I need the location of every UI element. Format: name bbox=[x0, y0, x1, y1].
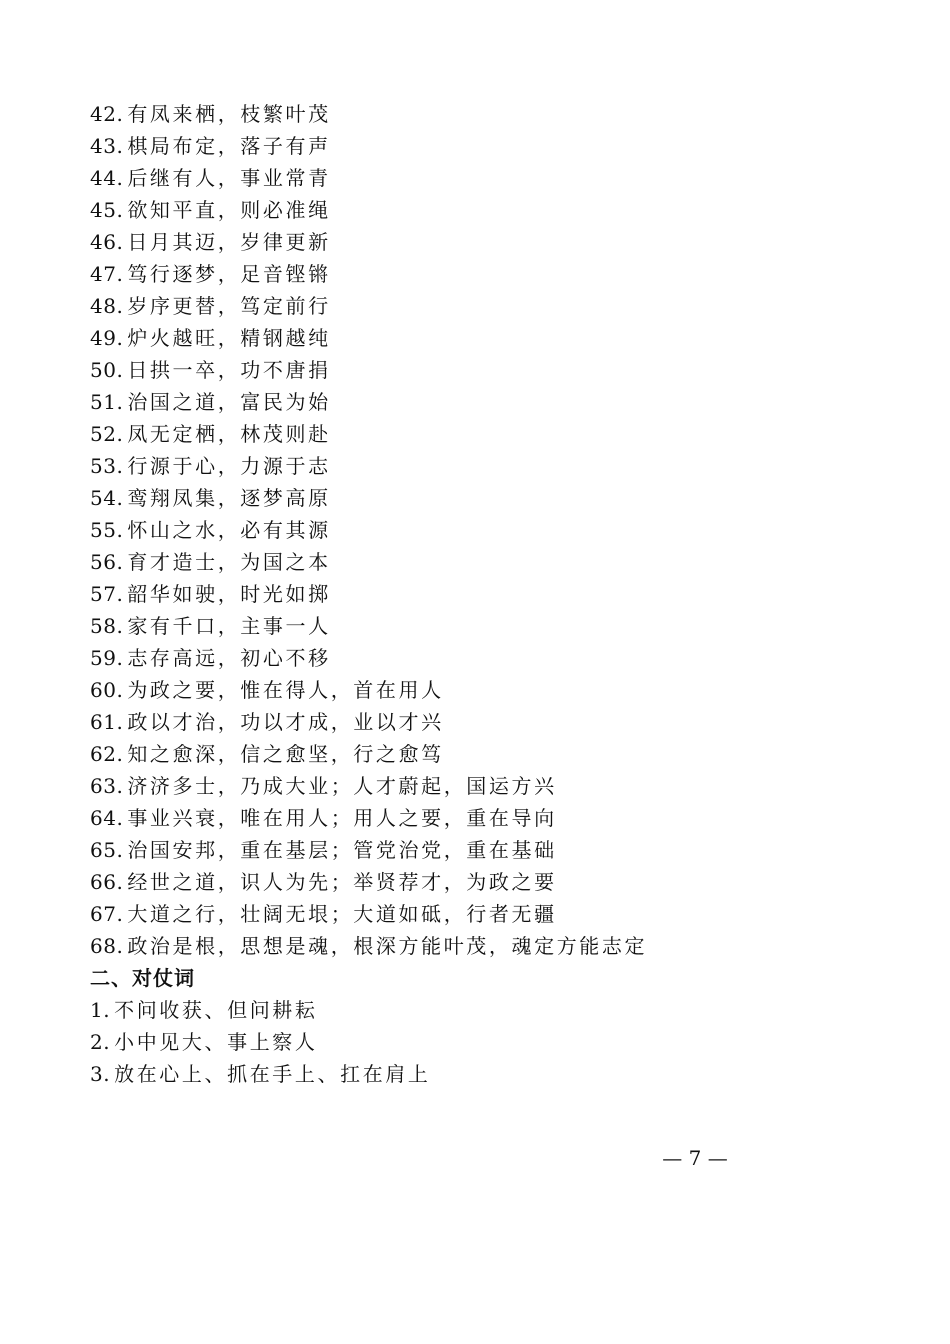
item-text: 经世之道，识人为先；举贤荐才，为政之要 bbox=[127, 870, 557, 894]
item-number: 1. bbox=[90, 998, 111, 1022]
list-item bbox=[90, 290, 890, 322]
item-text: 大道之行，壮阔无垠；大道如砥，行者无疆 bbox=[127, 902, 557, 926]
list-item bbox=[90, 418, 890, 450]
list-item bbox=[90, 546, 890, 578]
list-item bbox=[90, 834, 890, 866]
list-item bbox=[90, 450, 890, 482]
item-number: 68. bbox=[90, 934, 124, 958]
item-number: 62. bbox=[90, 742, 124, 766]
list-item bbox=[90, 386, 890, 418]
item-number: 52. bbox=[90, 422, 124, 446]
item-text: 欲知平直，则必准绳 bbox=[127, 198, 331, 222]
list-item bbox=[90, 674, 890, 706]
item-text: 凤无定栖，林茂则赴 bbox=[127, 422, 331, 446]
item-number: 53. bbox=[90, 454, 124, 478]
item-number: 56. bbox=[90, 550, 124, 574]
item-text: 有凤来栖，枝繁叶茂 bbox=[127, 102, 331, 126]
item-number: 43. bbox=[90, 134, 124, 158]
item-number: 65. bbox=[90, 838, 124, 862]
document-body bbox=[90, 98, 890, 1090]
item-text: 家有千口，主事一人 bbox=[127, 614, 331, 638]
item-text: 政以才治，功以才成，业以才兴 bbox=[127, 710, 444, 734]
list-item bbox=[90, 258, 890, 290]
list-item bbox=[90, 1026, 890, 1058]
item-text: 济济多士，乃成大业；人才蔚起，国运方兴 bbox=[127, 774, 557, 798]
list-item bbox=[90, 610, 890, 642]
page-number: — 7 — bbox=[662, 1146, 728, 1170]
item-text: 放在心上、抓在手上、扛在肩上 bbox=[114, 1062, 431, 1086]
item-number: 66. bbox=[90, 870, 124, 894]
item-text: 笃行逐梦，足音铿锵 bbox=[127, 262, 331, 286]
list-item bbox=[90, 866, 890, 898]
item-number: 54. bbox=[90, 486, 124, 510]
list-item bbox=[90, 322, 890, 354]
list-item bbox=[90, 514, 890, 546]
item-number: 57. bbox=[90, 582, 124, 606]
item-number: 64. bbox=[90, 806, 124, 830]
item-number: 67. bbox=[90, 902, 124, 926]
item-text: 志存高远，初心不移 bbox=[127, 646, 331, 670]
list-item bbox=[90, 738, 890, 770]
list-item bbox=[90, 994, 890, 1026]
item-text: 怀山之水，必有其源 bbox=[127, 518, 331, 542]
list-item bbox=[90, 930, 890, 962]
list-item bbox=[90, 226, 890, 258]
item-text: 鸾翔凤集，逐梦高原 bbox=[127, 486, 331, 510]
item-number: 61. bbox=[90, 710, 124, 734]
list-item bbox=[90, 802, 890, 834]
item-text: 日拱一卒，功不唐捐 bbox=[127, 358, 331, 382]
item-text: 日月其迈，岁律更新 bbox=[127, 230, 331, 254]
list-item bbox=[90, 162, 890, 194]
item-text: 小中见大、事上察人 bbox=[114, 1030, 318, 1054]
list-item bbox=[90, 482, 890, 514]
item-number: 60. bbox=[90, 678, 124, 702]
list-item bbox=[90, 770, 890, 802]
phrase-list-section-1 bbox=[90, 98, 890, 962]
item-number: 50. bbox=[90, 358, 124, 382]
item-number: 51. bbox=[90, 390, 124, 414]
item-text: 炉火越旺，精钢越纯 bbox=[127, 326, 331, 350]
item-number: 49. bbox=[90, 326, 124, 350]
list-item bbox=[90, 578, 890, 610]
item-text: 事业兴衰，唯在用人；用人之要，重在导向 bbox=[127, 806, 557, 830]
list-item bbox=[90, 706, 890, 738]
item-text: 为政之要，惟在得人，首在用人 bbox=[127, 678, 444, 702]
item-number: 45. bbox=[90, 198, 124, 222]
item-text: 后继有人，事业常青 bbox=[127, 166, 331, 190]
item-text: 知之愈深，信之愈坚，行之愈笃 bbox=[127, 742, 444, 766]
list-item bbox=[90, 98, 890, 130]
item-text: 育才造士，为国之本 bbox=[127, 550, 331, 574]
list-item bbox=[90, 194, 890, 226]
item-number: 58. bbox=[90, 614, 124, 638]
item-text: 岁序更替，笃定前行 bbox=[127, 294, 331, 318]
item-number: 42. bbox=[90, 102, 124, 126]
list-item bbox=[90, 130, 890, 162]
item-text: 政治是根，思想是魂，根深方能叶茂，魂定方能志定 bbox=[127, 934, 648, 958]
item-text: 棋局布定，落子有声 bbox=[127, 134, 331, 158]
item-number: 59. bbox=[90, 646, 124, 670]
phrase-list-section-2 bbox=[90, 994, 890, 1090]
list-item bbox=[90, 1058, 890, 1090]
item-text: 不问收获、但问耕耘 bbox=[114, 998, 318, 1022]
item-text: 治国之道，富民为始 bbox=[127, 390, 331, 414]
item-number: 44. bbox=[90, 166, 124, 190]
item-number: 3. bbox=[90, 1062, 111, 1086]
item-text: 治国安邦，重在基层；管党治党，重在基础 bbox=[127, 838, 557, 862]
item-number: 46. bbox=[90, 230, 124, 254]
item-text: 韶华如驶，时光如掷 bbox=[127, 582, 331, 606]
list-item bbox=[90, 354, 890, 386]
list-item bbox=[90, 898, 890, 930]
item-text: 行源于心，力源于志 bbox=[127, 454, 331, 478]
list-item bbox=[90, 642, 890, 674]
item-number: 2. bbox=[90, 1030, 111, 1054]
item-number: 55. bbox=[90, 518, 124, 542]
item-number: 48. bbox=[90, 294, 124, 318]
item-number: 63. bbox=[90, 774, 124, 798]
section-heading: 二、对仗词 bbox=[90, 966, 195, 990]
item-number: 47. bbox=[90, 262, 124, 286]
